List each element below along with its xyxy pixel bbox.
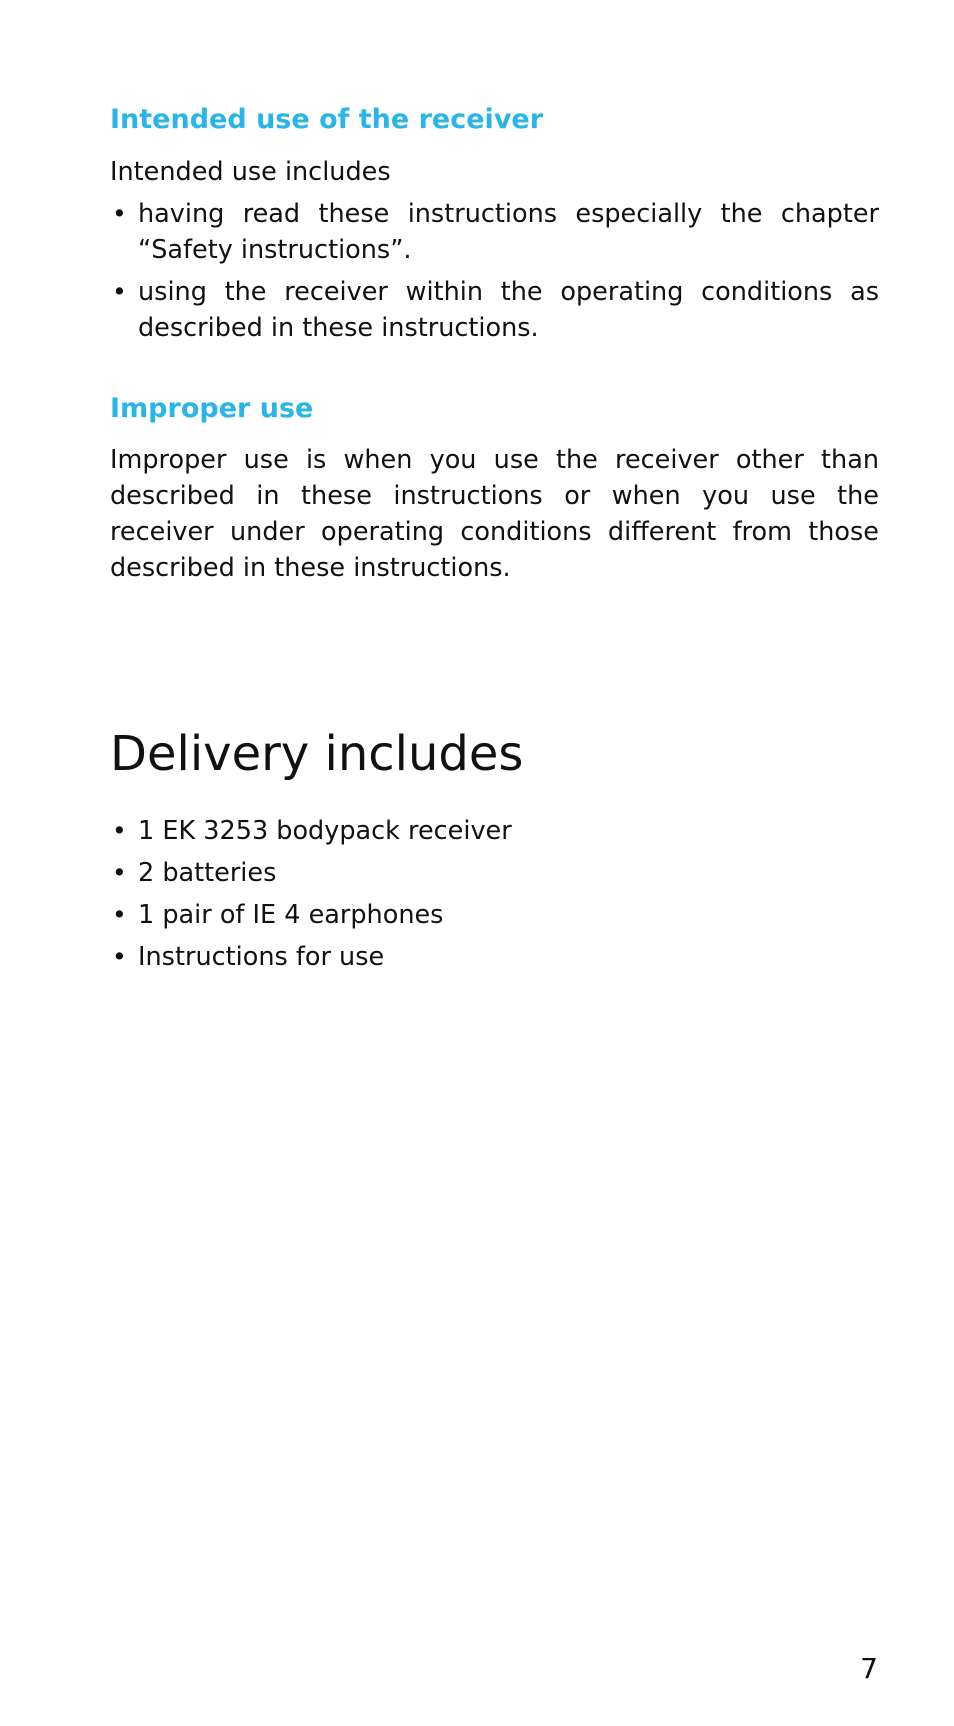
- delivery-list: [110, 813, 879, 975]
- list-item-text: using the receiver within the operating conditions as described in these instructions.: [138, 277, 879, 343]
- page-number: 7: [860, 1652, 878, 1685]
- bullet-icon: •: [112, 199, 127, 228]
- list-item: [110, 196, 879, 268]
- list-item-text: 2 batteries: [138, 858, 277, 888]
- intended-use-list: [110, 196, 879, 346]
- improper-use-text: Improper use is when you use the receiver other than described in these instructions or when you use the receiver under operating conditions different from those described in these instructions.: [110, 445, 879, 583]
- list-item: [110, 813, 879, 849]
- bullet-icon: •: [112, 858, 127, 887]
- bullet-icon: •: [112, 942, 127, 971]
- intended-use-heading: Intended use of the receiver: [110, 104, 544, 135]
- bullet-icon: •: [112, 900, 127, 929]
- list-item: [110, 274, 879, 346]
- delivery-heading: Delivery includes: [110, 726, 524, 782]
- bullet-icon: •: [112, 816, 127, 845]
- intended-use-intro: Intended use includes: [110, 157, 391, 187]
- bullet-icon: •: [112, 277, 127, 306]
- list-item: [110, 939, 879, 975]
- list-item-text: having read these instructions especially the chapter “Safety instructions”.: [138, 199, 879, 265]
- list-item: [110, 855, 879, 891]
- list-item: [110, 897, 879, 933]
- list-item-text: Instructions for use: [138, 942, 385, 972]
- list-item-text: 1 pair of IE 4 earphones: [138, 900, 444, 930]
- list-item-text: 1 EK 3253 bodypack receiver: [138, 816, 512, 846]
- improper-use-heading: Improper use: [110, 393, 314, 424]
